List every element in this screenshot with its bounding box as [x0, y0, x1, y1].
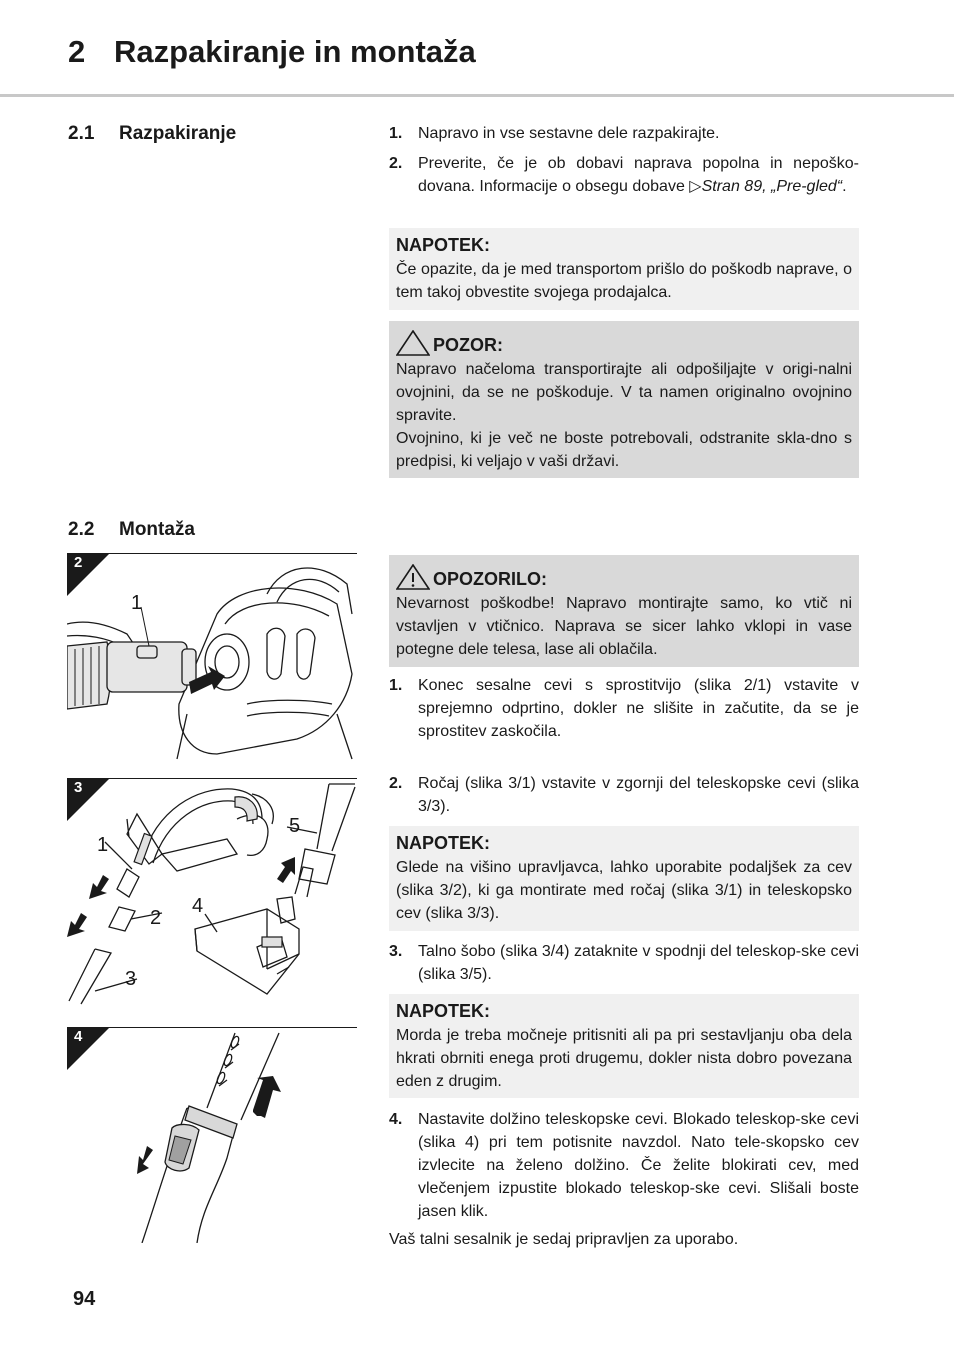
caution-text-1: Napravo načeloma transportirajte ali odpošiljajte v origi-nalni ovojnini, da se ne poškoduje. V ta namen originalno ovojnino spravite.	[396, 361, 852, 424]
figure-4-badge	[67, 1028, 109, 1070]
note-box-2	[389, 826, 859, 931]
step-text: Konec sesalne cevi s sprostitvijo (slika 2/1) vstavite v sprejemno odprtino, dokler ne slišite in začutite, da se je sprostitev zaskočila.	[418, 677, 859, 740]
figure-3-illustration	[67, 779, 357, 1014]
warning-triangle-icon	[396, 564, 430, 590]
warning-box	[389, 555, 859, 667]
page-number: 94	[73, 1288, 96, 1310]
section-heading-assembly	[68, 519, 195, 541]
note-heading: NAPOTEK:	[396, 833, 490, 853]
unpack-step-2	[389, 152, 859, 198]
step-number: 2.	[389, 155, 403, 172]
header-rule	[0, 94, 954, 97]
chapter-title-text: Razpakiranje in montaža	[114, 34, 476, 69]
assembly-step-1	[389, 674, 859, 743]
figure-4	[67, 1027, 357, 1243]
step-text: Nastavite dolžino teleskopske cevi. Blokado teleskop-ske cevi (slika 4) pri tem potisnite navzdol. Nato tele-skopsko cev izvlecite na želeno dolžino. Če želite blokirati cev, med vlečenjem izpustite blokado teleskop-ske cevi. Slišali boste jasen klik.	[418, 1111, 859, 1220]
figure-3-label-2: 2	[150, 907, 162, 929]
section-number: 2.2	[68, 519, 95, 540]
figure-2-illustration	[67, 554, 357, 764]
section-number: 2.1	[68, 123, 95, 144]
step-number: 1.	[389, 677, 403, 694]
step-text-main: Preverite, če je ob dobavi naprava popolna in nepoško-dovana. Informacije o obsegu dobave	[418, 155, 859, 195]
step-text: Napravo in vse sestavne dele razpakirajte.	[418, 125, 720, 142]
step-text	[418, 152, 859, 198]
note-box-1	[389, 228, 859, 310]
page-reference-link[interactable]: Stran 89, „Pre-gled“	[701, 178, 843, 195]
assembly-step-2	[389, 772, 859, 818]
note-box-3	[389, 994, 859, 1098]
warning-heading	[396, 564, 852, 591]
figure-2-label-1: 1	[131, 592, 143, 614]
figure-3-label-3: 3	[125, 968, 137, 990]
assembly-step-4	[389, 1108, 859, 1223]
warning-heading-text: OPOZORILO:	[433, 569, 547, 589]
figure-3	[67, 778, 357, 1014]
assembly-step-3	[389, 940, 859, 986]
figure-2-badge	[67, 554, 109, 596]
figure-3-label-4: 4	[192, 895, 204, 917]
figure-number: 4	[74, 1028, 83, 1045]
step-number: 2.	[389, 775, 403, 792]
note-text: Glede na višino upravljavca, lahko uporabite podaljšek za cev (slika 3/2), ki ga montirate med ročaj (slika 3/1) in teleskopsko cev (slika 3/3).	[396, 859, 852, 922]
figure-number: 2	[74, 554, 83, 571]
figure-number: 3	[74, 779, 83, 796]
caution-box	[389, 321, 859, 478]
step-text: Talno šobo (slika 3/4) zataknite v spodnji del teleskop-ske cevi (slika 3/5).	[418, 943, 859, 983]
section-heading-unpacking	[68, 123, 236, 145]
step-number: 3.	[389, 943, 403, 960]
chapter-title	[68, 34, 476, 70]
figure-3-label-1: 1	[97, 834, 109, 856]
step-number: 4.	[389, 1111, 403, 1128]
caution-heading	[396, 330, 852, 357]
figure-3-badge	[67, 779, 109, 821]
step-text: Ročaj (slika 3/1) vstavite v zgornji del teleskopske cevi (slika 3/3).	[418, 775, 859, 815]
figure-3-label-5: 5	[289, 815, 301, 837]
reference-arrow-icon: ▷	[689, 178, 702, 195]
figure-2	[67, 553, 357, 764]
note-heading: NAPOTEK:	[396, 235, 490, 255]
note-text: Če opazite, da je med transportom prišlo do poškodb naprave, o tem takoj obvestite svojega prodajalca.	[396, 261, 852, 301]
note-text: Morda je treba močneje pritisniti ali pa pri sestavljanju oba dela hkrati obrniti enega proti drugemu, dokler nista dobro povezana eden z drugim.	[396, 1027, 852, 1090]
note-heading: NAPOTEK:	[396, 1001, 490, 1021]
section-title: Razpakiranje	[119, 123, 237, 144]
caution-text-2: Ovojnino, ki je več ne boste potrebovali, odstranite skla-dno s predpisi, ki veljajo v vaši državi.	[396, 430, 852, 470]
unpack-step-1	[389, 122, 859, 145]
warning-text: Nevarnost poškodbe! Napravo montirajte samo, ko vtič ni vstavljen v vtičnico. Naprava se sicer lahko vklopi in vase potegne dele telesa, lase ali oblačila.	[396, 595, 852, 658]
final-text: Vaš talni sesalnik je sedaj pripravljen za uporabo.	[389, 1231, 739, 1248]
step-text-tail: .	[842, 178, 847, 195]
section-title: Montaža	[119, 519, 195, 540]
caution-triangle-icon	[396, 330, 430, 356]
caution-heading-text: POZOR:	[433, 335, 503, 355]
figure-4-illustration	[67, 1028, 357, 1243]
step-number: 1.	[389, 125, 403, 142]
chapter-number: 2	[68, 34, 86, 69]
